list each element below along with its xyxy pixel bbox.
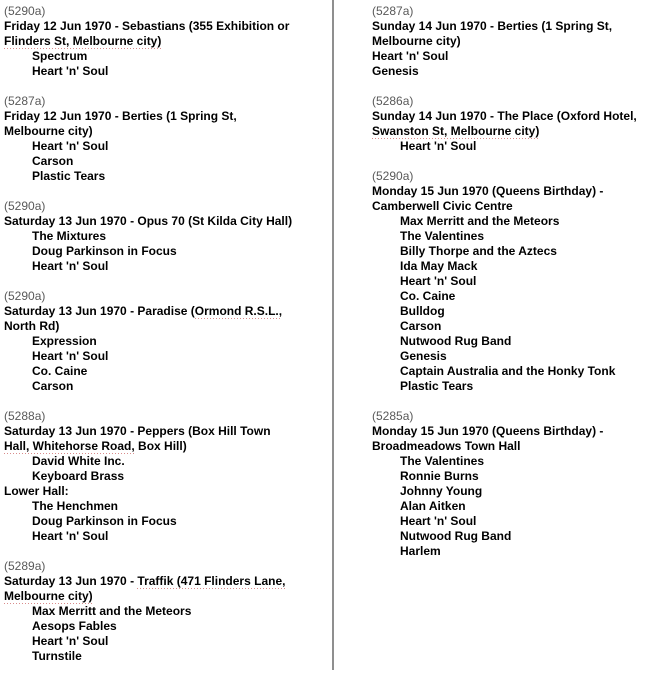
photo-reference-label: (5290a): [4, 4, 46, 18]
gig-entry: [4, 199, 330, 274]
gig-title-text: Box Hill): [134, 439, 187, 453]
gig-entry: [372, 169, 670, 394]
band-name: Ronnie Burns: [400, 469, 479, 483]
band-name: Aesops Fables: [32, 619, 117, 633]
gig-title-line: [4, 574, 330, 589]
band-name: Keyboard Brass: [32, 469, 125, 483]
band-name: Bulldog: [400, 304, 445, 318]
gig-title-text-spellcheck: Hall, Whitehorse Road,: [4, 439, 135, 453]
band-name: Heart 'n' Soul: [32, 139, 109, 153]
gig-title-text: North Rd): [4, 319, 60, 333]
band-name: Heart 'n' Soul: [400, 139, 477, 153]
gig-title-text-spellcheck: Ormond R.S.L.,: [194, 304, 283, 318]
band-name: The Henchmen: [32, 499, 119, 513]
band-name: Heart 'n' Soul: [400, 274, 477, 288]
gig-entry: [4, 409, 330, 544]
band-name: Co. Caine: [400, 289, 456, 303]
gig-title-text: Saturday 13 Jun 1970 - Opus 70 (St Kilda City Hall): [4, 214, 293, 228]
band-name: Ida May Mack: [400, 259, 478, 273]
gig-title-line: [372, 424, 670, 439]
gig-title-text: Broadmeadows Town Hall: [372, 439, 521, 453]
photo-reference-label: (5287a): [372, 4, 414, 18]
band-name: Genesis: [400, 349, 447, 363]
band-name: Genesis: [372, 64, 419, 78]
gig-title-line: [4, 109, 330, 124]
band-name: Max Merritt and the Meteors: [32, 604, 192, 618]
photo-reference-label: (5290a): [372, 169, 414, 183]
gig-title-line: [4, 319, 330, 334]
gig-title-text: Monday 15 Jun 1970 (Queens Birthday) -: [372, 184, 604, 198]
gig-title-line: [4, 124, 330, 139]
gig-title-line: [4, 214, 330, 229]
gig-title-text: Melbourne city): [4, 124, 93, 138]
gig-entry: [372, 94, 670, 154]
band-name: David White Inc.: [32, 454, 125, 468]
photo-reference-label: (5290a): [4, 289, 46, 303]
photo-reference-label: (5290a): [4, 199, 46, 213]
gig-title-text: Friday 12 Jun 1970 - Sebastians (355 Exhibition or: [4, 19, 290, 33]
gig-title-text: Sunday 14 Jun 1970 - Berties (1 Spring St,: [372, 19, 613, 33]
band-name: Spectrum: [32, 49, 88, 63]
band-name: Lower Hall:: [4, 484, 69, 498]
band-name: Heart 'n' Soul: [32, 349, 109, 363]
band-name: Max Merritt and the Meteors: [400, 214, 560, 228]
band-name: Carson: [32, 154, 74, 168]
band-name: Heart 'n' Soul: [372, 49, 449, 63]
band-name: Plastic Tears: [400, 379, 474, 393]
photo-reference-label: (5289a): [4, 559, 46, 573]
gig-entry: [372, 409, 670, 559]
gig-title-line: [372, 19, 670, 34]
gig-title-line: [4, 439, 330, 454]
band-name: Heart 'n' Soul: [32, 529, 109, 543]
gig-title-text-spellcheck: Swanston St, Melbourne city): [372, 124, 540, 138]
gig-title-text: Sunday 14 Jun 1970 - The Place (Oxford Hotel,: [372, 109, 637, 123]
band-name: Co. Caine: [32, 364, 88, 378]
gig-title-line: [4, 19, 330, 34]
band-name: Nutwood Rug Band: [400, 529, 512, 543]
gig-title-line: [4, 424, 330, 439]
gig-title-line: [372, 439, 670, 454]
band-name: Harlem: [400, 544, 441, 558]
gig-list-column-left: [4, 4, 330, 679]
gig-title-line: [4, 34, 330, 49]
gig-entry: [4, 559, 330, 664]
gig-title-text: Camberwell Civic Centre: [372, 199, 513, 213]
band-name: Nutwood Rug Band: [400, 334, 512, 348]
band-name: Captain Australia and the Honky Tonk: [400, 364, 616, 378]
photo-reference-label: (5285a): [372, 409, 414, 423]
band-name: Doug Parkinson in Focus: [32, 244, 177, 258]
band-name: Carson: [32, 379, 74, 393]
gig-title-line: [372, 34, 670, 49]
photo-reference-label: (5286a): [372, 94, 414, 108]
gig-title-line: [372, 199, 670, 214]
gig-title-line: [4, 589, 330, 604]
band-name: Billy Thorpe and the Aztecs: [400, 244, 557, 258]
gig-list-column-right: [372, 4, 670, 574]
gig-entry: [4, 289, 330, 394]
band-name: Alan Aitken: [400, 499, 466, 513]
band-name: Doug Parkinson in Focus: [32, 514, 177, 528]
gig-title-text-spellcheck: Traffik (471 Flinders Lane,: [137, 574, 286, 588]
gig-entry: [4, 4, 330, 79]
gig-title-text: Melbourne city): [372, 34, 461, 48]
gig-title-line: [4, 304, 330, 319]
band-name: Turnstile: [32, 649, 82, 663]
band-name: Heart 'n' Soul: [32, 634, 109, 648]
gig-title-text: Saturday 13 Jun 1970 - Peppers (Box Hill Town: [4, 424, 271, 438]
band-name: Johnny Young: [400, 484, 483, 498]
gig-entry: [4, 94, 330, 184]
band-name: Heart 'n' Soul: [32, 64, 109, 78]
band-name: The Valentines: [400, 454, 485, 468]
gig-title-line: [372, 184, 670, 199]
gig-title-text-spellcheck: Melbourne city): [4, 589, 93, 603]
gig-title-text-spellcheck: Flinders St, Melbourne city): [4, 34, 162, 48]
band-name: The Mixtures: [32, 229, 107, 243]
band-name: The Valentines: [400, 229, 485, 243]
gig-entry: [372, 4, 670, 79]
band-name: Heart 'n' Soul: [32, 259, 109, 273]
gig-title-text: Saturday 13 Jun 1970 -: [4, 574, 138, 588]
band-name: Carson: [400, 319, 442, 333]
band-name: Heart 'n' Soul: [400, 514, 477, 528]
gig-title-line: [372, 124, 670, 139]
band-name: Expression: [32, 334, 97, 348]
photo-reference-label: (5287a): [4, 94, 46, 108]
gig-title-text: Monday 15 Jun 1970 (Queens Birthday) -: [372, 424, 604, 438]
gig-title-text: Saturday 13 Jun 1970 - Paradise (: [4, 304, 195, 318]
gig-title-text: Friday 12 Jun 1970 - Berties (1 Spring St,: [4, 109, 237, 123]
column-divider: [332, 0, 334, 670]
band-name: Plastic Tears: [32, 169, 106, 183]
gig-title-line: [372, 109, 670, 124]
photo-reference-label: (5288a): [4, 409, 46, 423]
